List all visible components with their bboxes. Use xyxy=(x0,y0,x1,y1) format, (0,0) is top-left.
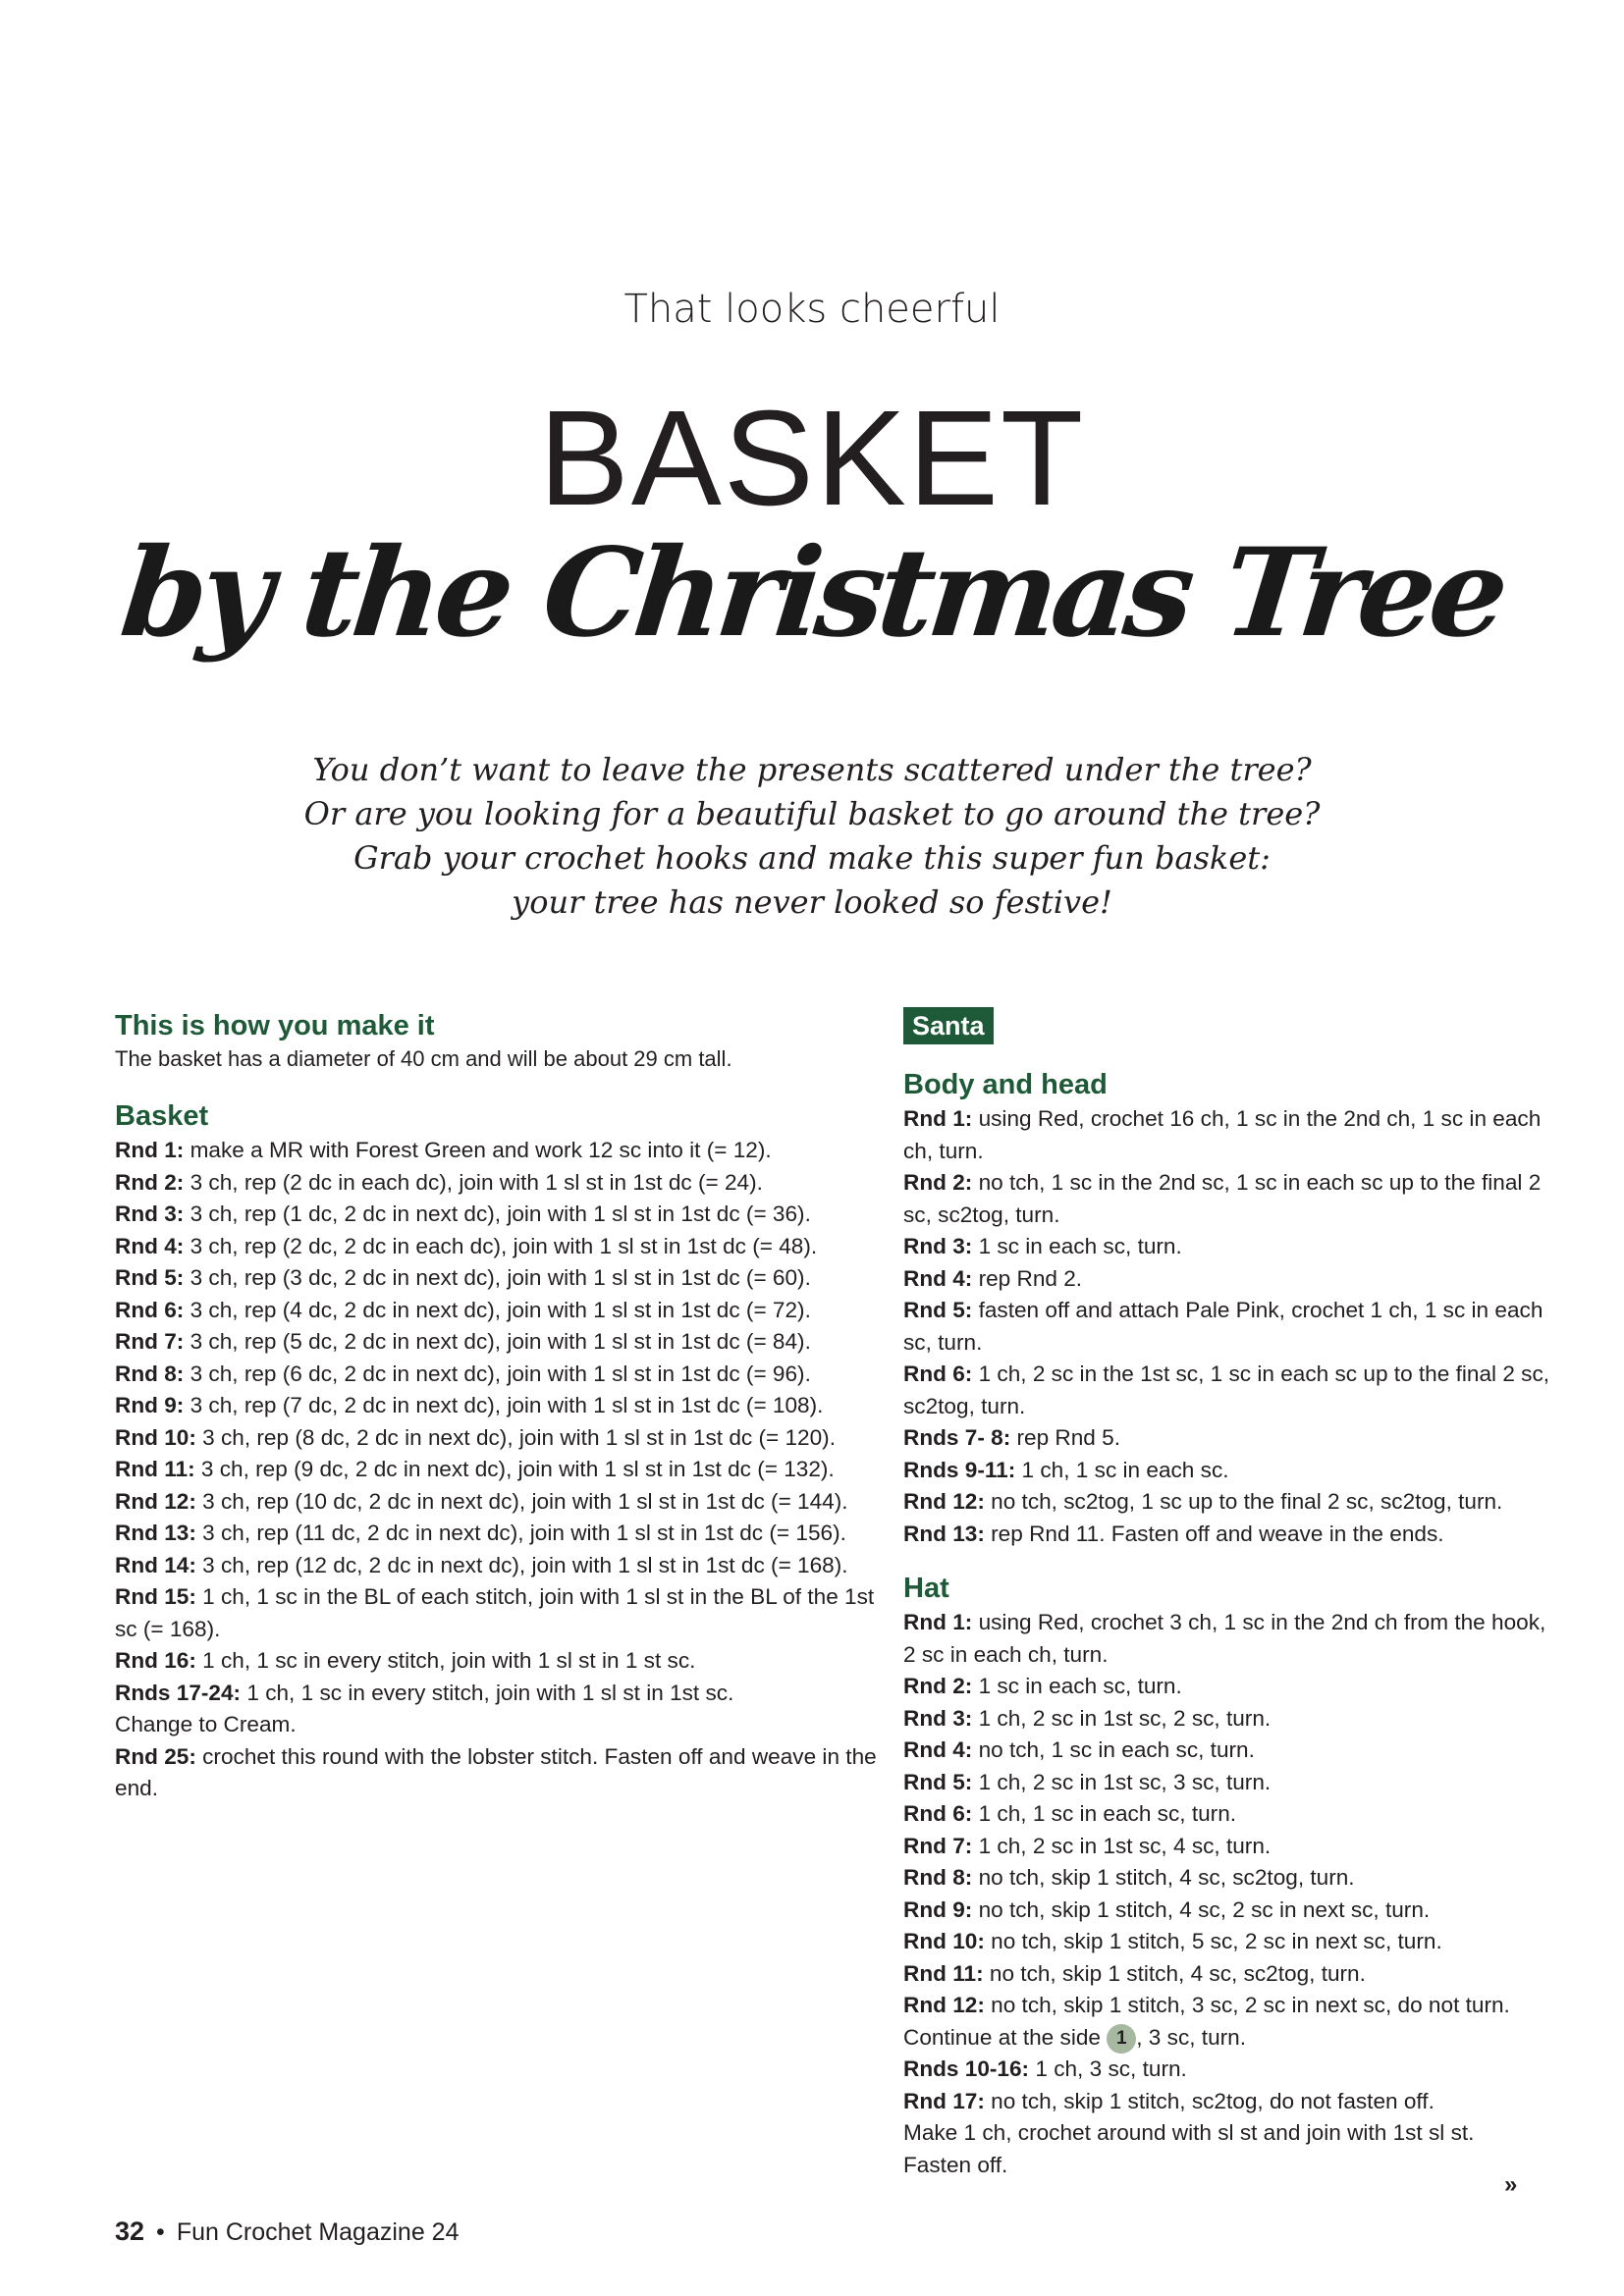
row-label: Rnd 17: xyxy=(903,2088,985,2113)
section-heading: This is how you make it xyxy=(115,1010,435,1041)
row-label: Rnds 17-24: xyxy=(115,1680,242,1705)
row-label: Rnd 4: xyxy=(903,1737,973,1762)
row-label: Rnd 1: xyxy=(903,1106,973,1131)
row-label: Rnd 9: xyxy=(115,1393,185,1417)
body-rows xyxy=(903,1103,1551,1550)
instruction-row xyxy=(115,1390,881,1422)
row-label: Rnd 11: xyxy=(115,1457,195,1481)
row-label: Rnd 1: xyxy=(903,1610,973,1634)
instruction-row xyxy=(903,1359,1551,1422)
row-text: 3 ch, rep (10 dc, 2 dc in next dc), join with 1 sl st in 1st dc (= 144). xyxy=(195,1488,848,1514)
row-text: rep Rnd 2. xyxy=(972,1265,1083,1291)
row-label: Rnd 15: xyxy=(115,1584,196,1609)
instruction-row xyxy=(903,1263,1551,1296)
instruction-row xyxy=(903,1703,1551,1735)
row-label: Rnd 7: xyxy=(903,1833,973,1858)
instruction-row xyxy=(903,1295,1551,1359)
continue-text: Continue at the side xyxy=(903,2024,1108,2050)
instruction-row xyxy=(903,1671,1551,1703)
row-label: Rnd 7: xyxy=(115,1329,185,1354)
instruction-row xyxy=(903,1926,1551,1958)
row-text: 1 ch, 1 sc in each sc, turn. xyxy=(972,1801,1237,1826)
left-column xyxy=(115,1007,881,1805)
row-text: no tch, skip 1 stitch, sc2tog, do not fasten off. xyxy=(984,2088,1435,2113)
basket-rows xyxy=(115,1135,881,1805)
row-label: Rnd 3: xyxy=(115,1201,185,1226)
row-label: Rnd 12: xyxy=(115,1488,196,1514)
page-subtitle-script: by the Christmas Tree xyxy=(115,522,1510,665)
instruction-row xyxy=(903,1607,1551,1671)
hat-rows xyxy=(903,1607,1551,2022)
row-label: Rnd 2: xyxy=(903,1674,973,1698)
row-label: Rnd 1: xyxy=(115,1138,185,1162)
row-label: Rnd 13: xyxy=(115,1521,196,1545)
row-text: 1 ch, 1 sc in each sc. xyxy=(1015,1457,1229,1482)
right-column xyxy=(903,1007,1551,2181)
intro-line: You don’t want to leave the presents scattered under the tree? xyxy=(312,751,1312,788)
instruction-row xyxy=(903,1103,1551,1167)
row-text: 3 ch, rep (3 dc, 2 dc in next dc), join with 1 sl st in 1st dc (= 60). xyxy=(184,1265,811,1290)
instruction-row xyxy=(903,2054,1551,2086)
footer xyxy=(115,2216,459,2247)
row-label: Rnds 9-11: xyxy=(903,1457,1016,1482)
row-text: 3 ch, rep (8 dc, 2 dc in next dc), join with 1 sl st in 1st dc (= 120). xyxy=(195,1424,836,1450)
instruction-row xyxy=(903,1958,1551,1991)
instruction-row xyxy=(115,1678,881,1710)
continue-text-after: , 3 sc, turn. xyxy=(1136,2024,1247,2050)
magazine-name: Fun Crochet Magazine 24 xyxy=(176,2218,460,2246)
instruction-row xyxy=(903,1422,1551,1455)
instruction-row xyxy=(903,2086,1551,2118)
instruction-row xyxy=(115,1581,881,1645)
instruction-row xyxy=(115,1486,881,1519)
row-text: make a MR with Forest Green and work 12 sc into it (= 12). xyxy=(184,1138,772,1162)
row-label: Rnd 10: xyxy=(903,1929,985,1953)
row-label: Rnd 8: xyxy=(903,1865,973,1890)
instruction-row xyxy=(115,1359,881,1391)
page-title: BASKET xyxy=(538,383,1086,534)
row-label: Rnd 16: xyxy=(115,1648,196,1673)
instruction-row xyxy=(903,1735,1551,1767)
row-label: Rnd 6: xyxy=(903,1801,973,1826)
row-text: 3 ch, rep (9 dc, 2 dc in next dc), join with 1 sl st in 1st dc (= 132). xyxy=(194,1457,835,1481)
instruction-row xyxy=(115,1454,881,1486)
row-label: Rnd 2: xyxy=(903,1170,973,1195)
page-number: 32 xyxy=(115,2216,145,2246)
instruction-row xyxy=(903,1831,1551,1863)
kicker: That looks cheerful xyxy=(623,287,1001,332)
row-text: no tch, sc2tog, 1 sc up to the final 2 sc, sc2tog, turn. xyxy=(984,1489,1503,1514)
row-text: 3 ch, rep (2 dc, 2 dc in each dc), join with 1 sl st in 1st dc (= 48). xyxy=(184,1233,818,1258)
row-label: Rnd 9: xyxy=(903,1896,973,1922)
hat-heading: Hat xyxy=(903,1573,949,1604)
instruction-row xyxy=(903,1455,1551,1487)
row-label: Rnds 10-16: xyxy=(903,2056,1030,2081)
instruction-row xyxy=(903,1486,1551,1519)
row-text: 3 ch, rep (6 dc, 2 dc in next dc), join with 1 sl st in 1st dc (= 96). xyxy=(184,1361,811,1386)
row-label: Rnd 6: xyxy=(903,1362,973,1386)
row-text: 1 ch, 2 sc in 1st sc, 3 sc, turn. xyxy=(972,1769,1272,1794)
row-label: Rnds 7- 8: xyxy=(903,1425,1011,1450)
row-text: no tch, skip 1 stitch, 3 sc, 2 sc in next sc, do not turn. xyxy=(984,1993,1510,2017)
row-label: Rnd 5: xyxy=(903,1298,973,1322)
row-label: Rnd 8: xyxy=(115,1361,185,1386)
row-label: Rnd 6: xyxy=(115,1297,185,1322)
row-label: Rnd 11: xyxy=(903,1960,984,1986)
row-text: no tch, 1 sc in each sc, turn. xyxy=(972,1737,1255,1762)
step-badge: 1 xyxy=(1107,2024,1136,2054)
row-text: crochet this round with the lobster stitch. Fasten off and weave in the end. xyxy=(115,1743,877,1800)
row-text: 3 ch, rep (2 dc in each dc), join with 1 sl st in 1st dc (= 24). xyxy=(184,1169,763,1195)
row-text: 1 ch, 3 sc, turn. xyxy=(1029,2056,1187,2081)
row-text: no tch, skip 1 stitch, 5 sc, 2 sc in next sc, turn. xyxy=(984,1929,1442,1953)
row-text: 1 ch, 1 sc in every stitch, join with 1 sl st in 1 st sc. xyxy=(195,1648,696,1673)
row-label: Rnd 12: xyxy=(903,1489,985,1514)
instruction-row xyxy=(115,1262,881,1295)
row-text: 1 ch, 2 sc in 1st sc, 4 sc, turn. xyxy=(972,1833,1272,1858)
instruction-row xyxy=(115,1326,881,1359)
instruction-row xyxy=(903,1798,1551,1831)
intro-line: Grab your crochet hooks and make this super fun basket: xyxy=(353,839,1271,877)
row-label: Rnd 13: xyxy=(903,1521,985,1546)
row-text: fasten off and attach Pale Pink, crochet 1 ch, 1 sc in each sc, turn. xyxy=(903,1298,1543,1355)
instruction-row xyxy=(903,1990,1551,2022)
row-label: Rnd 4: xyxy=(903,1265,973,1291)
instruction-row xyxy=(115,1741,881,1805)
row-text: 1 ch, 1 sc in the BL of each stitch, join with 1 sl st in the BL of the 1st sc (= 168). xyxy=(115,1584,875,1641)
instruction-row xyxy=(115,1231,881,1263)
instruction-row xyxy=(903,2150,1551,2182)
instruction-row xyxy=(903,1167,1551,1231)
row-text: Fasten off. xyxy=(903,2152,1008,2177)
instruction-row xyxy=(115,1135,881,1167)
row-text: rep Rnd 5. xyxy=(1010,1425,1120,1450)
row-text: 3 ch, rep (1 dc, 2 dc in next dc), join with 1 sl st in 1st dc (= 36). xyxy=(184,1201,811,1226)
row-label: Rnd 3: xyxy=(903,1705,973,1731)
row-label: Rnd 4: xyxy=(115,1233,185,1258)
instruction-row xyxy=(115,1295,881,1327)
row-text: 1 ch, 1 sc in every stitch, join with 1 sl st in 1st sc. xyxy=(241,1680,734,1705)
row-text: 3 ch, rep (4 dc, 2 dc in next dc), join with 1 sl st in 1st dc (= 72). xyxy=(184,1297,811,1322)
row-label: Rnd 3: xyxy=(903,1234,973,1258)
row-text: 3 ch, rep (7 dc, 2 dc in next dc), join with 1 sl st in 1st dc (= 108). xyxy=(184,1393,824,1417)
instruction-row xyxy=(903,2117,1551,2150)
row-label: Rnd 14: xyxy=(115,1552,196,1577)
row-text: no tch, 1 sc in the 2nd sc, 1 sc in each sc up to the final 2 sc, sc2tog, turn. xyxy=(903,1170,1542,1227)
instruction-row xyxy=(115,1199,881,1231)
footer-separator: • xyxy=(156,2218,165,2246)
row-text: 1 ch, 2 sc in the 1st sc, 1 sc in each sc up to the final 2 sc, sc2tog, turn. xyxy=(903,1362,1550,1418)
instruction-row xyxy=(903,1895,1551,1927)
row-label: Rnd 2: xyxy=(115,1169,185,1195)
row-text: 3 ch, rep (5 dc, 2 dc in next dc), join with 1 sl st in 1st dc (= 84). xyxy=(184,1329,811,1354)
row-text: 1 sc in each sc, turn. xyxy=(972,1674,1182,1698)
row-text: rep Rnd 11. Fasten off and weave in the ends. xyxy=(984,1521,1444,1546)
row-label: Rnd 5: xyxy=(903,1769,973,1794)
row-label: Rnd 25: xyxy=(115,1743,196,1769)
instruction-row xyxy=(115,1709,881,1741)
size-note: The basket has a diameter of 40 cm and will be about 29 cm tall. xyxy=(115,1046,732,1071)
instruction-row xyxy=(115,1550,881,1582)
hat-rows-2 xyxy=(903,2054,1551,2181)
intro-line: Or are you looking for a beautiful basket to go around the tree? xyxy=(303,795,1321,832)
row-text: using Red, crochet 16 ch, 1 sc in the 2nd ch, 1 sc in each ch, turn. xyxy=(903,1106,1542,1163)
row-text: 3 ch, rep (11 dc, 2 dc in next dc), join with 1 sl st in 1st dc (= 156). xyxy=(195,1521,846,1545)
row-label: Rnd 10: xyxy=(115,1424,196,1450)
row-text: no tch, skip 1 stitch, 4 sc, sc2tog, turn. xyxy=(972,1865,1355,1890)
instruction-row xyxy=(903,1767,1551,1799)
instruction-row xyxy=(903,1862,1551,1895)
instruction-row xyxy=(115,1645,881,1678)
continue-row xyxy=(903,2022,1551,2055)
row-text: Change to Cream. xyxy=(115,1712,297,1736)
row-text: 3 ch, rep (12 dc, 2 dc in next dc), join with 1 sl st in 1st dc (= 168). xyxy=(195,1552,848,1577)
continue-marker: » xyxy=(1504,2171,1518,2198)
row-text: 1 ch, 2 sc in 1st sc, 2 sc, turn. xyxy=(972,1705,1272,1731)
basket-heading: Basket xyxy=(115,1100,209,1132)
row-label: Rnd 5: xyxy=(115,1265,185,1290)
instruction-row xyxy=(903,1231,1551,1263)
instruction-row xyxy=(115,1518,881,1550)
instruction-row xyxy=(115,1167,881,1200)
row-text: 1 sc in each sc, turn. xyxy=(972,1234,1182,1258)
row-text: using Red, crochet 3 ch, 1 sc in the 2nd ch from the hook, 2 sc in each ch, turn. xyxy=(903,1610,1546,1667)
instruction-row xyxy=(903,1519,1551,1551)
row-text: no tch, skip 1 stitch, 4 sc, 2 sc in next sc, turn. xyxy=(972,1896,1431,1922)
santa-tag: Santa xyxy=(903,1007,994,1044)
intro-paragraph xyxy=(0,748,1624,925)
instruction-row xyxy=(115,1422,881,1455)
intro-line: your tree has never looked so festive! xyxy=(512,883,1112,921)
row-text: no tch, skip 1 stitch, 4 sc, sc2tog, turn. xyxy=(983,1960,1366,1986)
body-heading: Body and head xyxy=(903,1069,1108,1100)
row-label: Rnd 12: xyxy=(903,1993,985,2017)
row-text: Make 1 ch, crochet around with sl st and join with 1st sl st. xyxy=(903,2120,1475,2145)
